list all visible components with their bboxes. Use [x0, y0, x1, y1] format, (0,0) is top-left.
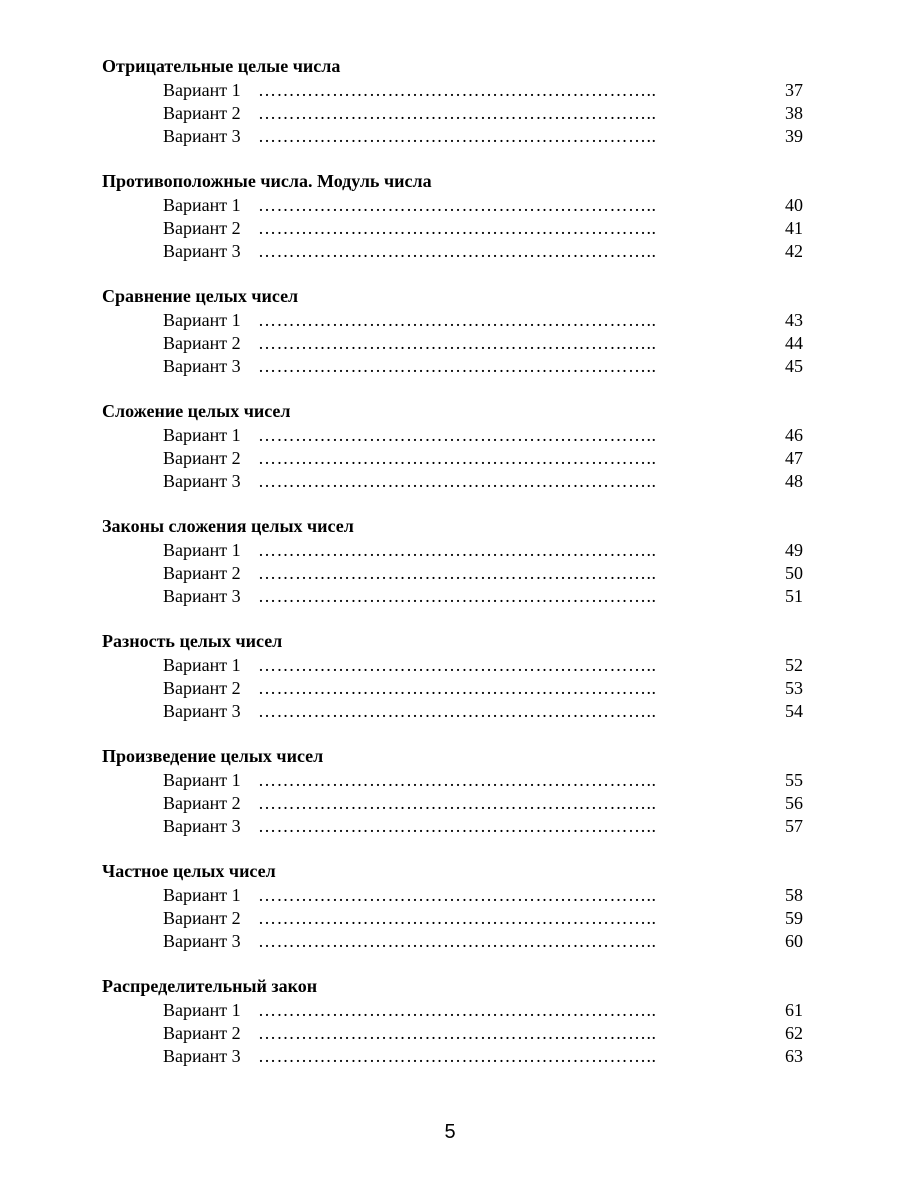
entry-label: Вариант 1 [163, 80, 241, 100]
toc-entry[interactable] [0, 194, 900, 217]
entry-page-number: 40 [785, 195, 803, 215]
dot-leader: ……………………………………………………….. [258, 241, 657, 261]
dot-leader: ……………………………………………………….. [258, 218, 657, 238]
dot-leader: ……………………………………………………….. [258, 586, 657, 606]
toc-entry[interactable] [0, 355, 900, 378]
section-title: Разность целых чисел [102, 631, 283, 651]
toc-entry[interactable] [0, 240, 900, 263]
dot-leader: ……………………………………………………….. [258, 80, 657, 100]
toc-section [0, 54, 900, 169]
entry-label: Вариант 2 [163, 1023, 241, 1043]
entry-page-number: 42 [785, 241, 803, 261]
entry-label: Вариант 1 [163, 885, 241, 905]
entry-page-number: 60 [785, 931, 803, 951]
toc-entry[interactable] [0, 654, 900, 677]
entry-page-number: 51 [785, 586, 803, 606]
dot-leader: ……………………………………………………….. [258, 103, 657, 123]
entry-label: Вариант 2 [163, 333, 241, 353]
entry-label: Вариант 3 [163, 701, 241, 721]
entry-label: Вариант 2 [163, 908, 241, 928]
toc-entry[interactable] [0, 125, 900, 148]
entry-page-number: 45 [785, 356, 803, 376]
entry-label: Вариант 3 [163, 126, 241, 146]
toc-section [0, 399, 900, 514]
entry-label: Вариант 2 [163, 448, 241, 468]
entry-page-number: 44 [785, 333, 803, 353]
entry-label: Вариант 1 [163, 1000, 241, 1020]
dot-leader: ……………………………………………………….. [258, 655, 657, 675]
entry-label: Вариант 3 [163, 356, 241, 376]
entry-label: Вариант 1 [163, 425, 241, 445]
entry-label: Вариант 3 [163, 586, 241, 606]
entry-page-number: 47 [785, 448, 803, 468]
toc-entry[interactable] [0, 309, 900, 332]
section-title: Отрицательные целые числа [102, 56, 341, 76]
dot-leader: ……………………………………………………….. [258, 701, 657, 721]
toc-section [0, 514, 900, 629]
dot-leader: ……………………………………………………….. [258, 770, 657, 790]
section-title: Произведение целых чисел [102, 746, 324, 766]
dot-leader: ……………………………………………………….. [258, 448, 657, 468]
section-title: Частное целых чисел [102, 861, 276, 881]
entry-label: Вариант 2 [163, 793, 241, 813]
toc-section [0, 859, 900, 974]
dot-leader: ……………………………………………………….. [258, 310, 657, 330]
toc-entry[interactable] [0, 217, 900, 240]
entry-page-number: 56 [785, 793, 803, 813]
toc-entry[interactable] [0, 1022, 900, 1045]
toc-entry[interactable] [0, 447, 900, 470]
toc-entry[interactable] [0, 769, 900, 792]
toc-entry[interactable] [0, 539, 900, 562]
dot-leader: ……………………………………………………….. [258, 1023, 657, 1043]
entry-label: Вариант 3 [163, 241, 241, 261]
toc-entry[interactable] [0, 999, 900, 1022]
dot-leader: ……………………………………………………….. [258, 356, 657, 376]
entry-page-number: 48 [785, 471, 803, 491]
entry-page-number: 52 [785, 655, 803, 675]
dot-leader: ……………………………………………………….. [258, 931, 657, 951]
entry-label: Вариант 1 [163, 770, 241, 790]
entry-label: Вариант 1 [163, 195, 241, 215]
entry-page-number: 38 [785, 103, 803, 123]
entry-page-number: 43 [785, 310, 803, 330]
entry-label: Вариант 1 [163, 655, 241, 675]
entry-page-number: 62 [785, 1023, 803, 1043]
toc-entry[interactable] [0, 332, 900, 355]
entry-page-number: 39 [785, 126, 803, 146]
toc-entry[interactable] [0, 562, 900, 585]
dot-leader: ……………………………………………………….. [258, 471, 657, 491]
toc-section [0, 169, 900, 284]
dot-leader: ……………………………………………………….. [258, 1000, 657, 1020]
section-title: Законы сложения целых чисел [102, 516, 354, 536]
entry-label: Вариант 1 [163, 310, 241, 330]
toc-entry[interactable] [0, 470, 900, 493]
entry-page-number: 63 [785, 1046, 803, 1066]
toc-entry[interactable] [0, 424, 900, 447]
toc-entry[interactable] [0, 792, 900, 815]
dot-leader: ……………………………………………………….. [258, 195, 657, 215]
section-title: Сложение целых чисел [102, 401, 291, 421]
entry-page-number: 58 [785, 885, 803, 905]
entry-label: Вариант 2 [163, 563, 241, 583]
entry-label: Вариант 3 [163, 1046, 241, 1066]
toc-entry[interactable] [0, 79, 900, 102]
toc-entry[interactable] [0, 815, 900, 838]
entry-page-number: 59 [785, 908, 803, 928]
entry-label: Вариант 3 [163, 816, 241, 836]
toc-section [0, 744, 900, 859]
dot-leader: ……………………………………………………….. [258, 678, 657, 698]
toc-section [0, 974, 900, 1089]
section-title: Распределительный закон [102, 976, 318, 996]
entry-page-number: 41 [785, 218, 803, 238]
entry-label: Вариант 3 [163, 471, 241, 491]
dot-leader: ……………………………………………………….. [258, 908, 657, 928]
dot-leader: ……………………………………………………….. [258, 425, 657, 445]
toc-entry[interactable] [0, 585, 900, 608]
entry-page-number: 50 [785, 563, 803, 583]
dot-leader: ……………………………………………………….. [258, 1046, 657, 1066]
entry-page-number: 53 [785, 678, 803, 698]
table-of-contents [0, 54, 900, 1089]
toc-entry[interactable] [0, 1045, 900, 1068]
dot-leader: ……………………………………………………….. [258, 885, 657, 905]
entry-label: Вариант 2 [163, 678, 241, 698]
entry-page-number: 54 [785, 701, 803, 721]
entry-page-number: 61 [785, 1000, 803, 1020]
page-number: 5 [444, 1121, 456, 1143]
entry-label: Вариант 3 [163, 931, 241, 951]
dot-leader: ……………………………………………………….. [258, 540, 657, 560]
toc-entry[interactable] [0, 677, 900, 700]
toc-entry[interactable] [0, 930, 900, 953]
toc-section [0, 284, 900, 399]
entry-label: Вариант 2 [163, 218, 241, 238]
section-title: Противоположные числа. Модуль числа [102, 171, 432, 191]
dot-leader: ……………………………………………………….. [258, 563, 657, 583]
toc-entry[interactable] [0, 102, 900, 125]
entry-page-number: 57 [785, 816, 803, 836]
dot-leader: ……………………………………………………….. [258, 333, 657, 353]
entry-page-number: 49 [785, 540, 803, 560]
section-title: Сравнение целых чисел [102, 286, 299, 306]
toc-entry[interactable] [0, 907, 900, 930]
dot-leader: ……………………………………………………….. [258, 793, 657, 813]
entry-page-number: 37 [785, 80, 803, 100]
toc-section [0, 629, 900, 744]
toc-entry[interactable] [0, 700, 900, 723]
entry-page-number: 46 [785, 425, 803, 445]
dot-leader: ……………………………………………………….. [258, 126, 657, 146]
entry-label: Вариант 1 [163, 540, 241, 560]
entry-page-number: 55 [785, 770, 803, 790]
dot-leader: ……………………………………………………….. [258, 816, 657, 836]
toc-entry[interactable] [0, 884, 900, 907]
entry-label: Вариант 2 [163, 103, 241, 123]
